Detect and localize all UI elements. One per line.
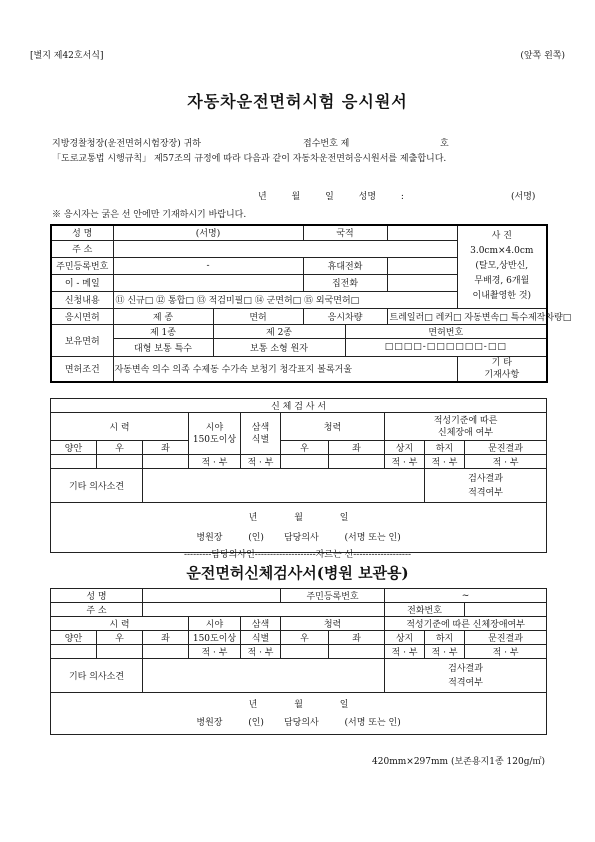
copy-vision-both: 양안 <box>51 631 97 645</box>
license-no-label: 면허번호 <box>345 324 547 338</box>
aptitude-line-2: 신체장애 여부 <box>438 427 494 438</box>
copy-aptitude-label: 적성기준에 따른 신체장애여부 <box>385 617 547 631</box>
upper-limb: 상지 <box>385 441 425 455</box>
doctor-label: 담당의사 <box>283 532 319 543</box>
opinion-field[interactable] <box>143 469 425 503</box>
copy-result-line-1: 검사결과 <box>448 663 483 674</box>
copy-vision-label: 시 력 <box>51 617 189 631</box>
class-2-kinds[interactable] <box>213 338 345 356</box>
class-1-kinds[interactable] <box>113 338 213 356</box>
copy-title: 운전면허신체검사서(병원 보관용) <box>186 564 409 582</box>
hearing-left: 좌 <box>329 441 385 455</box>
copy-lower-limb: 하지 <box>425 631 465 645</box>
hearing-right-value[interactable] <box>281 455 329 469</box>
home-phone-field[interactable] <box>387 274 457 291</box>
exam-table <box>50 398 547 553</box>
cond-auto[interactable]: 자동변속 <box>114 365 150 376</box>
rrn-label: 주민등록번호 <box>51 257 113 274</box>
hospital-seal: (인) <box>248 532 264 543</box>
copy-result-line-2: 적격여부 <box>448 677 483 688</box>
vision-right-value[interactable] <box>97 455 143 469</box>
home-phone-label: 집전화 <box>303 274 387 291</box>
photo-box <box>457 225 547 308</box>
receipt-ho: 호 <box>440 139 449 149</box>
vision-right: 우 <box>97 441 143 455</box>
copy-name-field[interactable] <box>143 589 281 603</box>
class-2: 제 2종 <box>213 324 345 338</box>
copy-phone-label: 전화번호 <box>385 603 465 617</box>
other-sub: 기재사항 <box>484 369 520 380</box>
copy-upper-limb: 상지 <box>385 631 425 645</box>
receipt-number-label: 접수번호 제 <box>303 139 350 149</box>
copy-opinion-label: 기타 의사소견 <box>51 659 143 693</box>
result-label <box>425 469 547 503</box>
result-line-1: 검사결과 <box>468 473 503 484</box>
aptitude-label <box>385 413 547 441</box>
field-title: 시야 <box>205 422 224 433</box>
upper-fit[interactable]: 적 · 부 <box>385 455 425 469</box>
intro-body: 「도로교통법 시행규칙」 제57조의 규정에 따라 다음과 같이 자동차운전면허응시원서를 제출합니다. <box>52 154 447 164</box>
address-label: 주 소 <box>51 240 113 257</box>
copy-hearing-right-value[interactable] <box>281 645 329 659</box>
copy-opinion-field[interactable] <box>143 659 385 693</box>
kind-normal-2[interactable]: 보통 <box>250 343 268 354</box>
vision-left-value[interactable] <box>143 455 189 469</box>
photo-label: 사 진 <box>491 231 512 242</box>
copy-hearing-label: 청력 <box>281 617 385 631</box>
copy-lower-fit[interactable]: 적 · 부 <box>425 645 465 659</box>
aptitude-line-1: 적성기준에 따른 <box>433 415 498 426</box>
cond-hand-accel[interactable]: 수가속 <box>221 365 248 376</box>
mobile-field[interactable] <box>387 257 457 274</box>
kind-motorbike[interactable]: 원자 <box>290 343 308 354</box>
cond-hearing-aid[interactable]: 보청기 <box>250 365 277 376</box>
exam-date: 년 월 일 <box>248 512 349 523</box>
copy-field-fit[interactable]: 적 · 부 <box>189 645 241 659</box>
addressee: 지방경찰청장(운전면허시험장장) 귀하 <box>52 139 201 149</box>
doctor-sign: (서명 또는 인) <box>344 532 401 543</box>
field-label <box>189 413 241 455</box>
copy-vision-right: 우 <box>97 631 143 645</box>
copy-table <box>50 588 547 735</box>
other-notes[interactable] <box>457 356 547 382</box>
exam-title: 신 체 검 사 서 <box>51 399 547 413</box>
vision-left: 좌 <box>143 441 189 455</box>
vision-both-value[interactable] <box>51 455 97 469</box>
copy-field-sub: 150도이상 <box>189 631 241 645</box>
copy-vision-both-value[interactable] <box>51 645 97 659</box>
copy-hearing-left-value[interactable] <box>329 645 385 659</box>
copy-upper-fit[interactable]: 적 · 부 <box>385 645 425 659</box>
kind-normal[interactable]: 보통 <box>154 343 172 354</box>
copy-hearing-right: 우 <box>281 631 329 645</box>
copy-hearing-left: 좌 <box>329 631 385 645</box>
copy-color-fit[interactable]: 적 · 부 <box>241 645 281 659</box>
result-line-2: 적격여부 <box>468 487 503 498</box>
copy-color-sub: 식별 <box>241 631 281 645</box>
own-license-label: 보유면허 <box>51 324 113 356</box>
vehicle-options[interactable]: 트레일러□ 레커□ 자동변속□ 특수제작차량□ <box>387 308 547 324</box>
kind-special[interactable]: 특수 <box>174 343 192 354</box>
cond-hand-brake[interactable]: 수제동 <box>192 365 219 376</box>
form-number: [별지 제42호서식] <box>30 51 104 61</box>
copy-doctor-label: 담당의사 <box>283 717 319 728</box>
hearing-right: 우 <box>281 441 329 455</box>
page-side: (앞쪽 왼쪽) <box>520 51 565 61</box>
condition-label: 면허조건 <box>51 356 113 382</box>
field-fit[interactable]: 적 · 부 <box>189 455 241 469</box>
mobile-label: 휴대전화 <box>303 257 387 274</box>
field-sub: 150도이상 <box>192 434 237 445</box>
copy-field-label: 시야 <box>189 617 241 631</box>
copy-hospital-seal: (인) <box>248 717 264 728</box>
copy-address-field[interactable] <box>143 603 385 617</box>
vehicle-label: 응시차량 <box>303 308 387 324</box>
copy-phone-field[interactable] <box>465 603 547 617</box>
copy-interview-fit[interactable]: 적 · 부 <box>465 645 547 659</box>
color-title: 삼색 <box>251 422 270 433</box>
license-no-boxes[interactable]: □□□□-□□□□□□-□□ <box>345 338 547 356</box>
address-field[interactable] <box>113 240 457 257</box>
test-kind[interactable]: 제 종 <box>113 308 213 324</box>
email-field[interactable] <box>113 274 303 291</box>
copy-result-label <box>385 659 547 693</box>
application-table <box>50 224 572 383</box>
copy-hospital-head: 병원장 <box>196 717 223 728</box>
page-title: 자동차운전면허시험 응시원서 <box>187 92 408 111</box>
lower-fit[interactable]: 적 · 부 <box>425 455 465 469</box>
copy-name-label: 성 명 <box>51 589 143 603</box>
photo-note-2: 무배경, 6개월 <box>474 276 530 287</box>
copy-date: 년 월 일 <box>248 699 349 710</box>
kind-large[interactable]: 대형 <box>134 343 152 354</box>
opinion-label: 기타 의사소견 <box>51 469 143 503</box>
color-label <box>241 413 281 455</box>
hearing-left-value[interactable] <box>329 455 385 469</box>
vision-both: 양안 <box>51 441 97 455</box>
name-label: 성 명 <box>51 225 113 240</box>
nationality-label: 국적 <box>303 225 387 240</box>
cond-hearing-mark[interactable]: 청각표지 <box>279 365 315 376</box>
copy-address-label: 주 소 <box>51 603 143 617</box>
cut-line: ---------담당의사인--------------------자르는 선------------------- <box>183 550 412 560</box>
photo-size: 3.0cm×4.0cm <box>470 246 534 257</box>
email-label: 이 - 메일 <box>51 274 113 291</box>
instruction-note: ※ 응시자는 굵은 선 안에만 기재하시기 바랍니다. <box>52 210 247 220</box>
interview-fit[interactable]: 적 · 부 <box>465 455 547 469</box>
interview-result: 문진결과 <box>465 441 547 455</box>
paper-spec: 420mm×297mm (보존용지1종 120g/㎡) <box>372 757 545 767</box>
test-license: 면허 <box>213 308 303 324</box>
cond-convex-mirror[interactable]: 볼록거울 <box>317 365 353 376</box>
cond-hand[interactable]: 의수 <box>152 365 170 376</box>
copy-vision-left: 좌 <box>143 631 189 645</box>
copy-rrn-field[interactable]: ~ <box>385 589 547 603</box>
copy-doctor-sign: (서명 또는 인) <box>344 717 401 728</box>
applicant-sign: (서명) <box>511 192 536 202</box>
apply-options[interactable]: ⑪ 신규□ ⑫ 통합□ ⑬ 적검미필□ ⑭ 군면허□ ⑮ 외국면허□ <box>113 291 457 308</box>
hearing-label: 청력 <box>281 413 385 441</box>
condition-items[interactable] <box>113 356 457 382</box>
class-1: 제 1종 <box>113 324 213 338</box>
copy-rrn-label: 주민등록번호 <box>281 589 385 603</box>
apply-label: 신청내용 <box>51 291 113 308</box>
date-line: 년 월 일 성명 : <box>258 192 404 202</box>
rrn-field[interactable]: - <box>113 257 303 274</box>
copy-vision-right-value[interactable] <box>97 645 143 659</box>
lower-limb: 하지 <box>425 441 465 455</box>
photo-note-3: 이내촬영한 것) <box>472 291 532 302</box>
exam-sign-area <box>51 503 547 553</box>
copy-sign-area <box>51 693 547 735</box>
other-label: 기 타 <box>491 357 512 368</box>
vision-label: 시 력 <box>51 413 189 441</box>
cond-leg[interactable]: 의족 <box>172 365 190 376</box>
hospital-head: 병원장 <box>196 532 223 543</box>
name-field[interactable] <box>113 225 303 240</box>
sign-label: (서명) <box>195 229 221 240</box>
color-sub: 식별 <box>251 434 270 445</box>
copy-vision-left-value[interactable] <box>143 645 189 659</box>
color-fit[interactable]: 적 · 부 <box>241 455 281 469</box>
test-license-label: 응시면허 <box>51 308 113 324</box>
photo-note-1: (탈모,상반신, <box>475 261 529 272</box>
copy-interview: 문진결과 <box>465 631 547 645</box>
copy-color-label: 삼색 <box>241 617 281 631</box>
nationality-field[interactable] <box>387 225 457 240</box>
kind-small[interactable]: 소형 <box>270 343 288 354</box>
